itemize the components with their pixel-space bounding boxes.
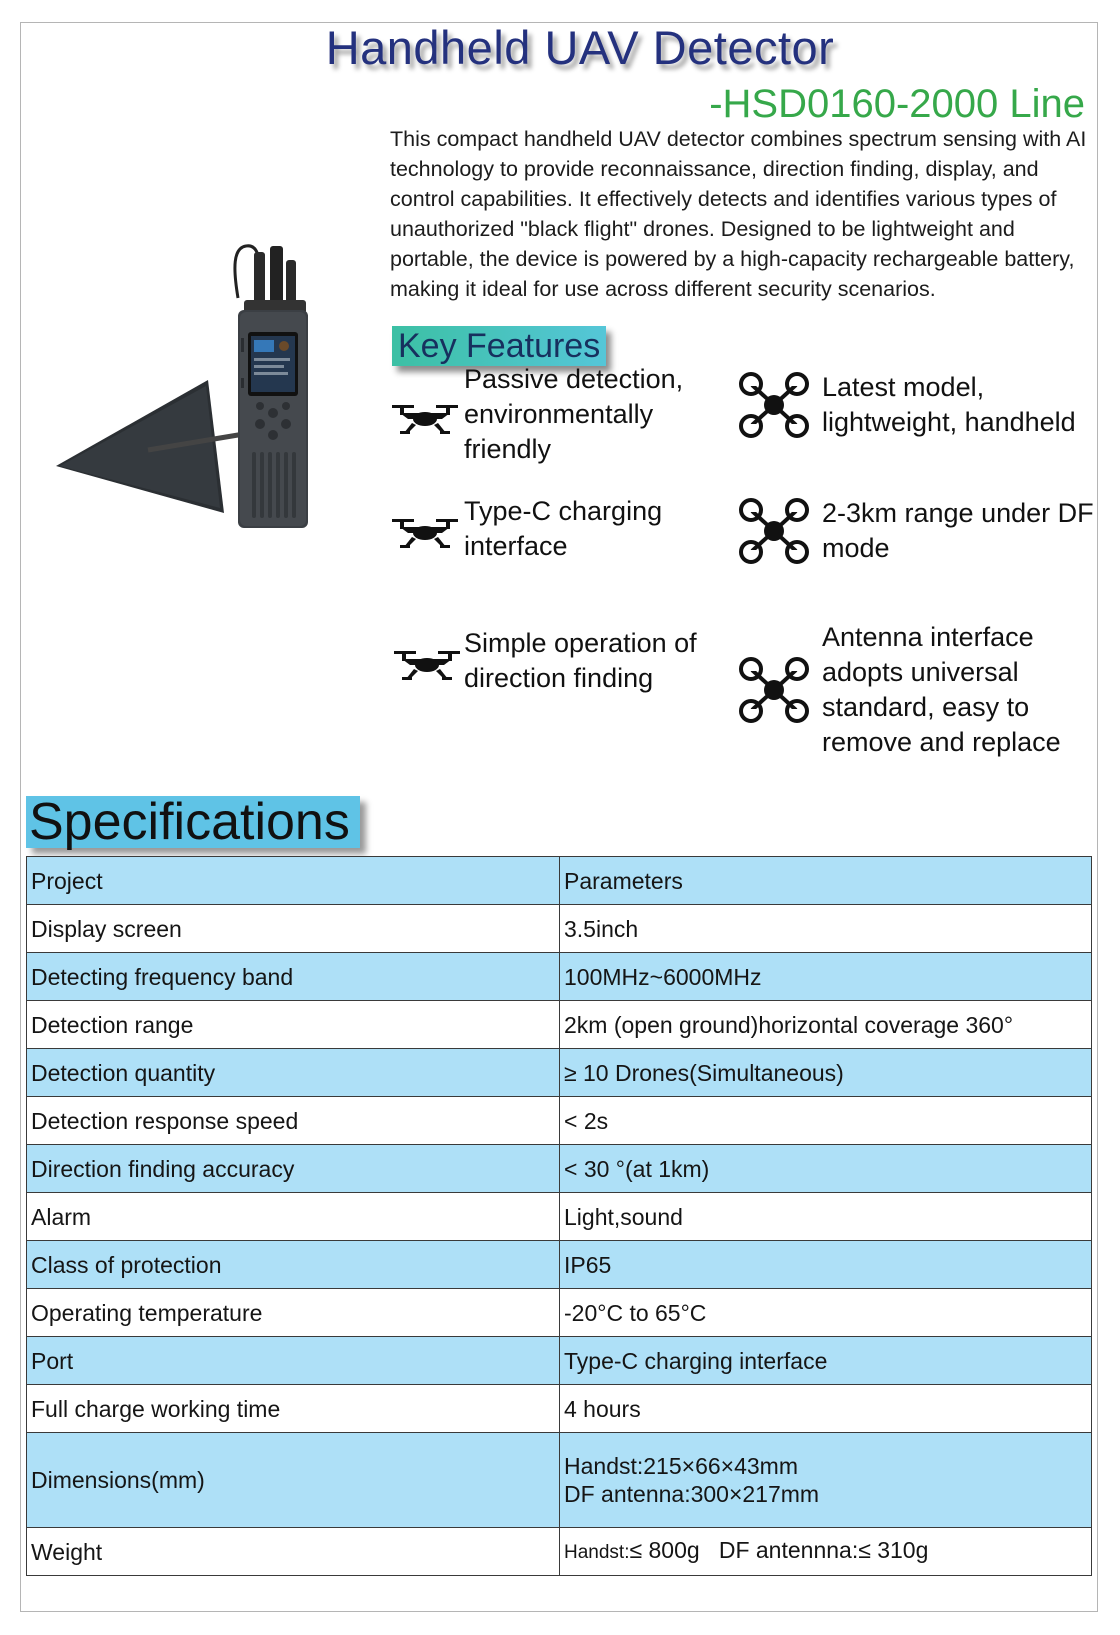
- table-row-weight: [27, 1528, 1092, 1576]
- table-header-cell: Project: [27, 857, 560, 905]
- feature-text: Latest model, lightweight, handheld: [822, 372, 1076, 437]
- table-cell: Detection response speed: [27, 1097, 560, 1145]
- quadcopter-icon: [738, 497, 810, 565]
- feature-item: [738, 620, 1097, 760]
- table-header-cell: Parameters: [560, 857, 1092, 905]
- feature-item: [392, 626, 714, 696]
- table-cell: ≥ 10 Drones(Simultaneous): [560, 1049, 1092, 1097]
- table-row: [27, 953, 1092, 1001]
- table-row: [27, 1097, 1092, 1145]
- feature-text: 2-3km range under DF mode: [822, 498, 1094, 563]
- table-cell: < 30 °(at 1km): [560, 1145, 1092, 1193]
- table-cell: 2km (open ground)horizontal coverage 360°: [560, 1001, 1092, 1049]
- table-cell: Dimensions(mm): [27, 1433, 560, 1528]
- table-cell: [560, 1433, 1092, 1528]
- feature-item: [390, 494, 704, 564]
- drone-icon: [390, 385, 460, 445]
- feature-text: Type-C charging interface: [464, 496, 663, 561]
- page-title: Handheld UAV Detector: [325, 21, 835, 74]
- table-cell: 100MHz~6000MHz: [560, 953, 1092, 1001]
- table-cell: < 2s: [560, 1097, 1092, 1145]
- table-cell: Display screen: [27, 905, 560, 953]
- table-cell: 4 hours: [560, 1385, 1092, 1433]
- table-row: [27, 1049, 1092, 1097]
- quadcopter-icon: [738, 371, 810, 439]
- table-cell: Type-C charging interface: [560, 1337, 1092, 1385]
- table-cell: 3.5inch: [560, 905, 1092, 953]
- table-cell: Detection quantity: [27, 1049, 560, 1097]
- table-header-row: [27, 857, 1092, 905]
- table-cell: Full charge working time: [27, 1385, 560, 1433]
- table-row: [27, 1145, 1092, 1193]
- feature-text: Passive detection, environmentally friendly: [464, 364, 684, 464]
- table-row: [27, 1289, 1092, 1337]
- drone-icon: [392, 631, 462, 691]
- weight-handst-value: ≤ 800g: [629, 1537, 700, 1563]
- table-cell: [560, 1528, 1092, 1576]
- dimensions-antenna: DF antenna:300×217mm: [564, 1481, 820, 1507]
- dimensions-handst: Handst:215×66×43mm: [564, 1453, 798, 1479]
- feature-item: [738, 370, 1102, 440]
- device-illustration: [48, 238, 358, 528]
- model-subtitle: -HSD0160-2000 Line: [709, 82, 1085, 126]
- key-features-heading: Key Features: [392, 326, 606, 366]
- specifications-heading: Specifications: [26, 796, 360, 848]
- table-cell: IP65: [560, 1241, 1092, 1289]
- table-row-dimensions: [27, 1433, 1092, 1528]
- feature-text: Antenna interface adopts universal standard, easy to remove and replace: [822, 622, 1061, 757]
- spec-table: [26, 856, 1092, 1576]
- table-row: [27, 1241, 1092, 1289]
- table-cell: Alarm: [27, 1193, 560, 1241]
- weight-handst-prefix: Handst:: [564, 1542, 630, 1563]
- feature-item: [738, 496, 1102, 566]
- table-cell: Direction finding accuracy: [27, 1145, 560, 1193]
- feature-text: Simple operation of direction finding: [464, 628, 697, 693]
- quadcopter-icon: [738, 656, 810, 724]
- table-row: [27, 1337, 1092, 1385]
- drone-icon: [390, 499, 460, 559]
- table-row: [27, 1001, 1092, 1049]
- table-cell: Class of protection: [27, 1241, 560, 1289]
- table-cell: Detecting frequency band: [27, 953, 560, 1001]
- table-cell: Light,sound: [560, 1193, 1092, 1241]
- table-row: [27, 1193, 1092, 1241]
- feature-item: [390, 362, 704, 467]
- table-row: [27, 905, 1092, 953]
- table-cell: -20°C to 65°C: [560, 1289, 1092, 1337]
- table-row: [27, 1385, 1092, 1433]
- table-cell: Port: [27, 1337, 560, 1385]
- weight-antenna: DF antennna:≤ 310g: [718, 1537, 929, 1563]
- intro-paragraph: This compact handheld UAV detector combines spectrum sensing with AI technology to provide reconnaissance, direction finding, display, and control capabilities. It effectively detects and identifies various types of unauthorized "black flight" drones. Designed to be lightweight and portable, the device is powered by a high-capacity rechargeable battery, making it ideal for use across different security scenarios.: [390, 127, 1087, 301]
- table-cell: Detection range: [27, 1001, 560, 1049]
- table-cell: Weight: [27, 1528, 560, 1576]
- table-cell: Operating temperature: [27, 1289, 560, 1337]
